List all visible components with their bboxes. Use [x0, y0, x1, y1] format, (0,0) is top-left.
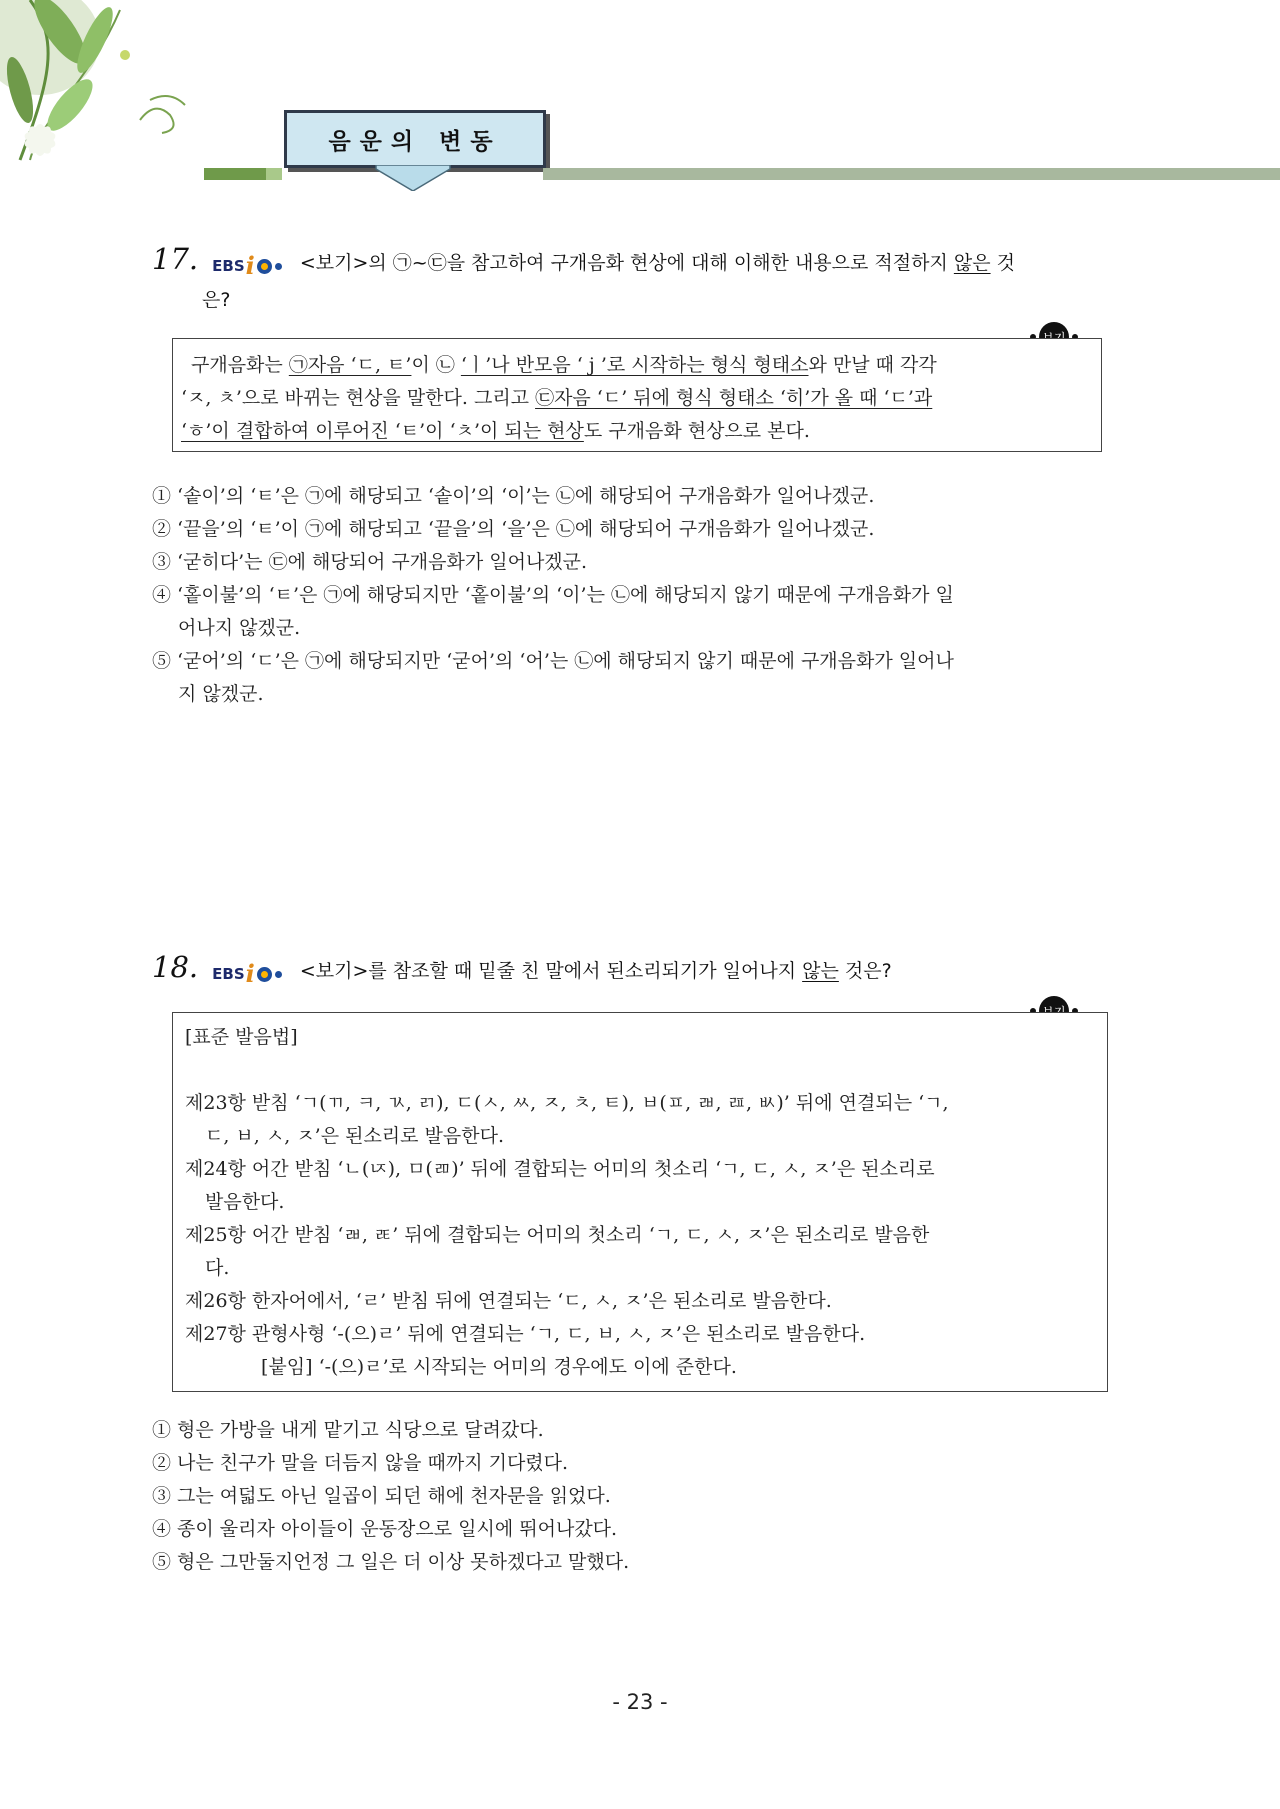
ebs-dot-icon: [257, 259, 272, 274]
rule-note: [붙임] ‘-(으)ㄹ’로 시작되는 어미의 경우에도 이에 준한다.: [261, 1356, 737, 1378]
leaf-flower-decoration-icon: [0, 0, 210, 190]
ebs-small-dot-icon: [275, 263, 282, 270]
answer-option[interactable]: ③ 그는 여덟도 아닌 일곱이 되던 해에 천자문을 읽었다.: [152, 1485, 611, 1507]
answer-option[interactable]: ⑤ ‘굳어’의 ‘ㄷ’은 ㉠에 해당되지만 ‘굳어’의 ‘어’는 ㉡에 해당되지 않기 때문에 구개음화가 일어나: [152, 650, 954, 672]
answer-option-cont[interactable]: 지 않겠군.: [178, 683, 264, 705]
question-number: 17.: [152, 242, 199, 276]
header-rule-right: [543, 168, 1280, 180]
bogi-box: [172, 1012, 1108, 1392]
rule-line: 다.: [205, 1257, 230, 1279]
rule-line: 제27항 관형사형 ‘-(으)ㄹ’ 뒤에 연결되는 ‘ㄱ, ㄷ, ㅂ, ㅅ, ㅈ’은 된소리로 발음한다.: [185, 1323, 866, 1345]
ebs-dot-icon: [257, 967, 272, 982]
down-arrow-icon: [366, 165, 460, 191]
rule-line: 제25항 어간 받침 ‘ㄼ, ㄾ’ 뒤에 결합되는 어미의 첫소리 ‘ㄱ, ㄷ, ㅅ, ㅈ’은 된소리로 발음한: [185, 1224, 930, 1246]
answer-option[interactable]: ⑤ 형은 그만둘지언정 그 일은 더 이상 못하겠다고 말했다.: [152, 1551, 630, 1573]
question-number: 18.: [152, 950, 199, 984]
answer-option[interactable]: ④ 종이 울리자 아이들이 운동장으로 일시에 뛰어나갔다.: [152, 1518, 618, 1540]
ebs-small-dot-icon: [275, 971, 282, 978]
question-emphasis: 않은: [953, 252, 991, 274]
answer-option[interactable]: ① ‘솥이’의 ‘ㅌ’은 ㉠에 해당되고 ‘솥이’의 ‘이’는 ㉡에 해당되어 구개음화가 일어나겠군.: [152, 485, 875, 507]
rule-line: 제26항 한자어에서, ‘ㄹ’ 받침 뒤에 연결되는 ‘ㄷ, ㅅ, ㅈ’은 된소리로 발음한다.: [185, 1290, 832, 1312]
answer-option[interactable]: ② 나는 친구가 말을 더듬지 않을 때까지 기다렸다.: [152, 1452, 569, 1474]
page-number: - 23 -: [612, 1690, 668, 1714]
answer-option-cont[interactable]: 어나지 않겠군.: [178, 617, 301, 639]
header-rule-left: [204, 168, 266, 180]
rule-line: ㄷ, ㅂ, ㅅ, ㅈ’은 된소리로 발음한다.: [205, 1125, 504, 1147]
bogi-box: 구개음화는 ㉠자음 ‘ㄷ, ㅌ’이 ㉡ ‘ㅣ’나 반모음 ‘ j ’로 시작하는 형식 형태소와 만날 때 각각 ‘ㅈ, ㅊ’으로 바뀌는 현상을 말한다. 그리고 ㉢자음 ‘ㄷ’ 뒤에 형식 형태소 ‘히’가 올 때 ‘ㄷ’과 ‘ㅎ’이 결합하여 이루어진 ‘ㅌ’이 ‘ㅊ’이 되는 현상도 구개음화 현상으로 본다.: [172, 338, 1102, 452]
answer-option[interactable]: ④ ‘홑이불’의 ‘ㅌ’은 ㉠에 해당되지만 ‘홑이불’의 ‘이’는 ㉡에 해당되지 않기 때문에 구개음화가 일: [152, 584, 954, 606]
answer-option[interactable]: ① 형은 가방을 내게 맡기고 식당으로 달려갔다.: [152, 1419, 544, 1441]
question-emphasis: 않는: [802, 960, 839, 982]
bogi-heading: [표준 발음법]: [185, 1026, 298, 1048]
question-stem: <보기>의 ㉠~㉢을 참고하여 구개음화 현상에 대해 이해한 내용으로 적절하지: [299, 252, 954, 274]
rule-line: 제24항 어간 받침 ‘ㄴ(ㄵ), ㅁ(ㄻ)’ 뒤에 결합되는 어미의 첫소리 ‘ㄱ, ㄷ, ㅅ, ㅈ’은 된소리로: [185, 1158, 935, 1180]
rule-line: 발음한다.: [205, 1191, 285, 1213]
rule-line: 제23항 받침 ‘ㄱ(ㄲ, ㅋ, ㄳ, ㄺ), ㄷ(ㅅ, ㅆ, ㅈ, ㅊ, ㅌ), ㅂ(ㅍ, ㄼ, ㄿ, ㅄ)’ 뒤에 연결되는 ‘ㄱ,: [185, 1092, 949, 1114]
question-17: 17. EBS i <보기>의 ㉠~㉢을 참고하여 구개음화 현상에 대해 이해한 내용으로 적절하지 않은 것 은?: [152, 242, 1122, 317]
question-stem: <보기>를 참조할 때 밑줄 친 말에서 된소리되기가 일어나지: [299, 960, 803, 982]
question-18: 18. EBS i <보기>를 참조할 때 밑줄 친 말에서 된소리되기가 일어나지 않는 것은?: [152, 950, 1122, 991]
ebs-logo: EBS i: [212, 957, 282, 991]
ebs-logo: EBS i: [212, 249, 282, 283]
answer-option[interactable]: ③ ‘굳히다’는 ㉢에 해당되어 구개음화가 일어나겠군.: [152, 551, 588, 573]
answer-options-17: [152, 480, 1132, 711]
section-title: 음운의 변동: [284, 110, 546, 168]
answer-options-18: [152, 1414, 1132, 1579]
header-rule-accent: [266, 168, 282, 180]
answer-option[interactable]: ② ‘끝을’의 ‘ㅌ’이 ㉠에 해당되고 ‘끝을’의 ‘을’은 ㉡에 해당되어 구개음화가 일어나겠군.: [152, 518, 875, 540]
question-stem-cont: 은?: [202, 289, 231, 311]
